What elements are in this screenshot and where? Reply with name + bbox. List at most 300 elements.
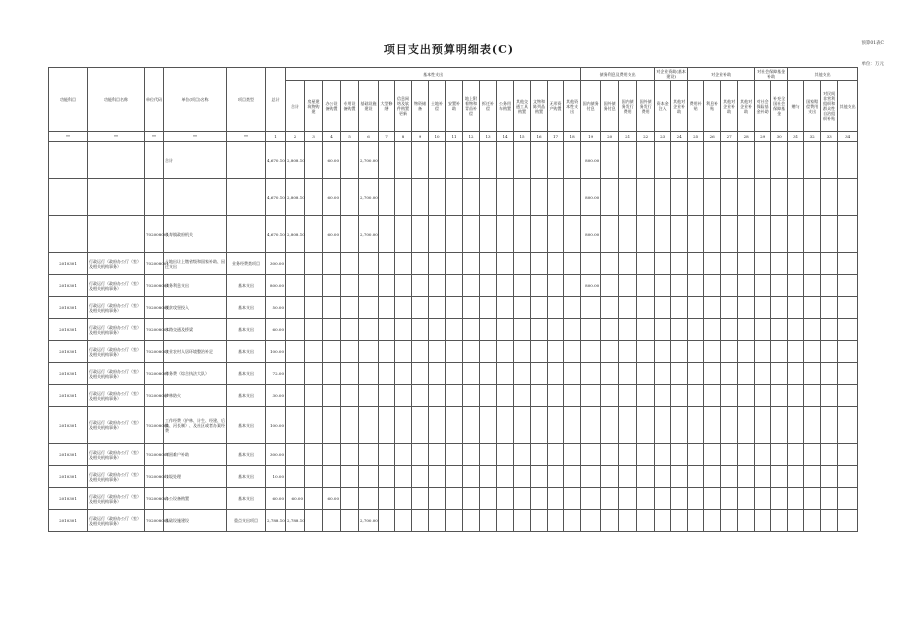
row-project-type: 重点支出项目 — [227, 510, 266, 532]
index-cell: ** — [164, 132, 227, 142]
cell-empty — [655, 275, 671, 297]
index-cell: 21 — [619, 132, 637, 142]
row-func-name — [88, 216, 145, 253]
cell-empty — [671, 510, 688, 532]
cell-empty — [671, 142, 688, 179]
cell-empty — [771, 297, 788, 319]
cell-empty — [704, 142, 721, 179]
index-cell: 28 — [738, 132, 755, 142]
index-cell: 6 — [359, 132, 379, 142]
header-col: 地上附着物和青苗补偿 — [463, 81, 480, 132]
cell-empty — [755, 253, 771, 275]
row-unit-name: 护林防火 — [164, 385, 227, 407]
cell-empty — [704, 297, 721, 319]
cell-empty — [771, 275, 788, 297]
cell-empty — [341, 385, 359, 407]
cell-empty — [601, 253, 619, 275]
cell-empty — [637, 275, 655, 297]
cell-empty — [838, 253, 858, 275]
cell-empty — [305, 363, 323, 385]
cell-empty — [429, 466, 446, 488]
cell-empty — [446, 179, 463, 216]
row-sum: 2,808.10 — [286, 179, 305, 216]
row-sum — [286, 385, 305, 407]
header-col: 拆迁补偿 — [480, 81, 497, 132]
row-office-equipment — [323, 341, 341, 363]
cell-empty — [548, 488, 564, 510]
index-cell: ** — [88, 132, 145, 142]
row-func-code: 2010301 — [49, 385, 88, 407]
header-col: 大型修缮 — [379, 81, 395, 132]
cell-empty — [655, 142, 671, 179]
row-total: 300.00 — [266, 253, 286, 275]
row-unit-code: 702008001 — [145, 297, 164, 319]
cell-empty — [531, 275, 548, 297]
row-func-name — [88, 142, 145, 179]
cell-empty — [738, 179, 755, 216]
cell-empty — [514, 407, 531, 444]
cell-empty — [619, 510, 637, 532]
row-unit-code: 702008001 — [145, 319, 164, 341]
row-debt-interest — [581, 444, 601, 466]
cell-empty — [379, 341, 395, 363]
cell-empty — [671, 385, 688, 407]
header-unit-name: 单位(项目)名称 — [164, 68, 227, 132]
cell-empty — [548, 216, 564, 253]
cell-empty — [619, 179, 637, 216]
row-total: 72.00 — [266, 363, 286, 385]
cell-empty — [637, 253, 655, 275]
cell-empty — [395, 444, 412, 466]
row-total: 4,670.10 — [266, 216, 286, 253]
cell-empty — [429, 253, 446, 275]
row-sum — [286, 363, 305, 385]
index-cell: 30 — [771, 132, 788, 142]
table-row — [49, 385, 858, 407]
header-col: 文物和陈列品购置 — [531, 81, 548, 132]
cell-empty — [480, 363, 497, 385]
cell-empty — [564, 510, 581, 532]
cell-empty — [788, 488, 804, 510]
cell-empty — [721, 179, 738, 216]
cell-empty — [655, 466, 671, 488]
row-func-code: 2010301 — [49, 363, 88, 385]
cell-empty — [619, 488, 637, 510]
cell-empty — [821, 385, 838, 407]
cell-empty — [480, 444, 497, 466]
cell-empty — [497, 466, 514, 488]
cell-empty — [821, 488, 838, 510]
header-col: 安置补助 — [446, 81, 463, 132]
cell-empty — [601, 407, 619, 444]
cell-empty — [480, 179, 497, 216]
cell-empty — [514, 444, 531, 466]
cell-empty — [564, 216, 581, 253]
cell-empty — [446, 363, 463, 385]
cell-empty — [637, 466, 655, 488]
table-row — [49, 297, 858, 319]
row-func-name: 行政运行（政府办公厅（室）及相关机构事务） — [88, 466, 145, 488]
cell-empty — [379, 466, 395, 488]
cell-empty — [514, 488, 531, 510]
cell-empty — [497, 179, 514, 216]
cell-empty — [655, 216, 671, 253]
table-row — [49, 275, 858, 297]
index-cell: ** — [145, 132, 164, 142]
cell-empty — [655, 488, 671, 510]
cell-empty — [412, 363, 429, 385]
cell-empty — [305, 444, 323, 466]
row-total: 2,788.10 — [266, 510, 286, 532]
cell-empty — [704, 407, 721, 444]
row-project-type: 基本支出 — [227, 341, 266, 363]
cell-empty — [655, 319, 671, 341]
row-project-type: 基本支出 — [227, 297, 266, 319]
cell-empty — [671, 319, 688, 341]
row-office-equipment — [323, 385, 341, 407]
cell-empty — [738, 488, 755, 510]
row-sum — [286, 297, 305, 319]
row-office-equipment — [323, 275, 341, 297]
row-infrastructure — [359, 341, 379, 363]
cell-empty — [688, 510, 704, 532]
cell-empty — [601, 297, 619, 319]
row-func-code: 2010301 — [49, 466, 88, 488]
index-cell: 7 — [379, 132, 395, 142]
cell-empty — [514, 275, 531, 297]
row-unit-code: 702008001 — [145, 253, 164, 275]
cell-empty — [412, 319, 429, 341]
row-debt-interest — [581, 297, 601, 319]
cell-empty — [688, 341, 704, 363]
cell-empty — [788, 319, 804, 341]
cell-empty — [671, 363, 688, 385]
cell-empty — [446, 216, 463, 253]
cell-empty — [395, 363, 412, 385]
cell-empty — [671, 216, 688, 253]
cell-empty — [564, 341, 581, 363]
header-row-groups — [49, 68, 858, 81]
row-debt-interest — [581, 407, 601, 444]
cell-empty — [821, 341, 838, 363]
cell-empty — [564, 142, 581, 179]
index-cell: 10 — [429, 132, 446, 142]
cell-empty — [755, 179, 771, 216]
row-infrastructure — [359, 253, 379, 275]
index-cell: 1 — [266, 132, 286, 142]
row-total: 100.00 — [266, 407, 286, 444]
cell-empty — [412, 297, 429, 319]
cell-empty — [721, 142, 738, 179]
cell-empty — [704, 510, 721, 532]
row-sum — [286, 407, 305, 444]
cell-empty — [655, 363, 671, 385]
cell-empty — [771, 179, 788, 216]
cell-empty — [395, 253, 412, 275]
cell-empty — [305, 488, 323, 510]
header-col: 补充全国社会保障基金 — [771, 81, 788, 132]
cell-empty — [704, 466, 721, 488]
table-row — [49, 253, 858, 275]
cell-empty — [531, 407, 548, 444]
header-col: 房屋建筑物购建 — [305, 81, 323, 132]
cell-empty — [704, 319, 721, 341]
cell-empty — [446, 385, 463, 407]
row-infrastructure — [359, 488, 379, 510]
cell-empty — [655, 385, 671, 407]
row-office-equipment — [323, 319, 341, 341]
cell-empty — [738, 407, 755, 444]
row-debt-interest: 800.00 — [581, 142, 601, 179]
cell-empty — [446, 510, 463, 532]
row-office-equipment — [323, 297, 341, 319]
cell-empty — [721, 510, 738, 532]
table-row — [49, 363, 858, 385]
cell-empty — [305, 275, 323, 297]
cell-empty — [601, 385, 619, 407]
row-func-name: 行政运行（政府办公厅（室）及相关机构事务） — [88, 341, 145, 363]
cell-empty — [821, 253, 838, 275]
cell-empty — [771, 444, 788, 466]
cell-empty — [480, 385, 497, 407]
cell-empty — [341, 444, 359, 466]
row-project-type: 基本支出 — [227, 466, 266, 488]
cell-empty — [755, 466, 771, 488]
cell-empty — [480, 142, 497, 179]
header-unit-code: 单位代码 — [145, 68, 164, 132]
cell-empty — [771, 407, 788, 444]
cell-empty — [497, 407, 514, 444]
cell-empty — [446, 444, 463, 466]
header-col: 国外债务发行费用 — [637, 81, 655, 132]
cell-empty — [463, 363, 480, 385]
cell-empty — [721, 466, 738, 488]
cell-empty — [497, 142, 514, 179]
cell-empty — [497, 510, 514, 532]
cell-empty — [838, 216, 858, 253]
cell-empty — [738, 216, 755, 253]
cell-empty — [480, 407, 497, 444]
cell-empty — [755, 444, 771, 466]
row-debt-interest — [581, 488, 601, 510]
cell-empty — [788, 297, 804, 319]
cell-empty — [771, 319, 788, 341]
cell-empty — [341, 179, 359, 216]
row-office-equipment — [323, 407, 341, 444]
cell-empty — [531, 363, 548, 385]
cell-empty — [788, 142, 804, 179]
cell-empty — [704, 253, 721, 275]
index-cell: 19 — [581, 132, 601, 142]
cell-empty — [601, 142, 619, 179]
cell-empty — [463, 385, 480, 407]
row-func-code: 2010301 — [49, 319, 88, 341]
cell-empty — [531, 142, 548, 179]
table-row — [49, 142, 858, 179]
header-col: 物资储备 — [412, 81, 429, 132]
row-sum — [286, 275, 305, 297]
header-col: 基础设施建设 — [359, 81, 379, 132]
cell-empty — [804, 444, 821, 466]
cell-empty — [738, 297, 755, 319]
cell-empty — [804, 297, 821, 319]
row-office-equipment: 60.00 — [323, 488, 341, 510]
cell-empty — [412, 253, 429, 275]
cell-empty — [463, 319, 480, 341]
header-col: 其他对企业补助 — [721, 81, 738, 132]
cell-empty — [531, 466, 548, 488]
cell-empty — [548, 466, 564, 488]
cell-empty — [804, 363, 821, 385]
cell-empty — [619, 319, 637, 341]
cell-empty — [395, 510, 412, 532]
row-func-name: 行政运行（政府办公厅（室）及相关机构事务） — [88, 407, 145, 444]
cell-empty — [688, 319, 704, 341]
row-project-type: 基本支出 — [227, 385, 266, 407]
row-func-code: 2010301 — [49, 510, 88, 532]
cell-empty — [671, 444, 688, 466]
cell-empty — [704, 341, 721, 363]
row-total: 10.00 — [266, 466, 286, 488]
cell-empty — [655, 444, 671, 466]
row-func-name: 行政运行（政府办公厅（室）及相关机构事务） — [88, 253, 145, 275]
cell-empty — [821, 297, 838, 319]
cell-empty — [395, 179, 412, 216]
row-unit-name: 垃圾处理 — [164, 466, 227, 488]
cell-empty — [804, 216, 821, 253]
cell-empty — [671, 253, 688, 275]
header-total: 总计 — [266, 68, 286, 132]
row-total: 4,670.10 — [266, 142, 286, 179]
cell-empty — [429, 407, 446, 444]
row-func-name: 行政运行（政府办公厅（室）及相关机构事务） — [88, 363, 145, 385]
cell-empty — [721, 319, 738, 341]
header-col: 信息网络及软件购置更新 — [395, 81, 412, 132]
row-project-type: 基本支出 — [227, 444, 266, 466]
row-unit-code: 702008001 — [145, 488, 164, 510]
row-unit-code: 702008001 — [145, 363, 164, 385]
index-cell: 13 — [480, 132, 497, 142]
cell-empty — [379, 444, 395, 466]
index-cell: 22 — [637, 132, 655, 142]
cell-empty — [821, 444, 838, 466]
row-sum — [286, 466, 305, 488]
cell-empty — [738, 466, 755, 488]
cell-empty — [804, 466, 821, 488]
cell-empty — [305, 319, 323, 341]
cell-empty — [601, 275, 619, 297]
cell-empty — [655, 297, 671, 319]
row-unit-code: 702008001 — [145, 385, 164, 407]
cell-empty — [429, 510, 446, 532]
budget-table — [48, 67, 858, 532]
cell-empty — [564, 363, 581, 385]
cell-empty — [514, 341, 531, 363]
page-title: 项目支出预算明细表(C) — [383, 43, 515, 56]
header-col: 无形资产购置 — [548, 81, 564, 132]
cell-empty — [531, 253, 548, 275]
index-cell: 9 — [412, 132, 429, 142]
cell-empty — [305, 407, 323, 444]
row-func-name: 行政运行（政府办公厅（室）及相关机构事务） — [88, 488, 145, 510]
cell-empty — [821, 363, 838, 385]
index-cell: 3 — [305, 132, 323, 142]
index-cell: ** — [227, 132, 266, 142]
index-cell: 16 — [531, 132, 548, 142]
row-unit-name: 工作经费（护林、计生、经建、后勤、河长制）、及社区或者办案经费 — [164, 407, 227, 444]
row-total: 100.00 — [266, 341, 286, 363]
cell-empty — [771, 216, 788, 253]
cell-empty — [771, 253, 788, 275]
cell-empty — [305, 179, 323, 216]
row-sum: 2,808.10 — [286, 216, 305, 253]
cell-empty — [637, 319, 655, 341]
cell-empty — [463, 253, 480, 275]
cell-empty — [688, 466, 704, 488]
cell-empty — [804, 142, 821, 179]
cell-empty — [497, 444, 514, 466]
cell-empty — [429, 275, 446, 297]
cell-empty — [463, 275, 480, 297]
cell-empty — [480, 216, 497, 253]
cell-empty — [480, 488, 497, 510]
cell-empty — [838, 488, 858, 510]
cell-empty — [704, 216, 721, 253]
header-col: 土地补偿 — [429, 81, 446, 132]
row-func-name: 行政运行（政府办公厅（室）及相关机构事务） — [88, 319, 145, 341]
header-col: 国内债务付息 — [581, 81, 601, 132]
cell-empty — [637, 297, 655, 319]
cell-empty — [721, 385, 738, 407]
cell-empty — [395, 466, 412, 488]
row-unit-name: 农业农村人居环境整治补足 — [164, 341, 227, 363]
cell-empty — [838, 142, 858, 179]
header-group-enterprise-subsidy: 对企业补助 — [688, 68, 755, 81]
cell-empty — [619, 407, 637, 444]
cell-empty — [412, 444, 429, 466]
cell-empty — [804, 275, 821, 297]
row-sum: 2,808.10 — [286, 142, 305, 179]
index-row — [49, 132, 858, 142]
table-row — [49, 407, 858, 444]
cell-empty — [721, 363, 738, 385]
cell-empty — [412, 179, 429, 216]
cell-empty — [755, 319, 771, 341]
cell-empty — [821, 142, 838, 179]
cell-empty — [395, 275, 412, 297]
table-row — [49, 341, 858, 363]
cell-empty — [619, 216, 637, 253]
cell-empty — [514, 253, 531, 275]
table-row — [49, 488, 858, 510]
index-cell: 8 — [395, 132, 412, 142]
cell-empty — [480, 275, 497, 297]
cell-empty — [305, 297, 323, 319]
cell-empty — [755, 297, 771, 319]
index-cell: 34 — [838, 132, 858, 142]
index-cell: 15 — [514, 132, 531, 142]
row-infrastructure: 2,700.00 — [359, 510, 379, 532]
header-col: 国家赔偿费用支出 — [804, 81, 821, 132]
cell-empty — [548, 385, 564, 407]
row-func-code — [49, 216, 88, 253]
cell-empty — [480, 466, 497, 488]
cell-empty — [838, 407, 858, 444]
cell-empty — [429, 297, 446, 319]
cell-empty — [429, 341, 446, 363]
cell-empty — [804, 510, 821, 532]
index-cell: 26 — [704, 132, 721, 142]
